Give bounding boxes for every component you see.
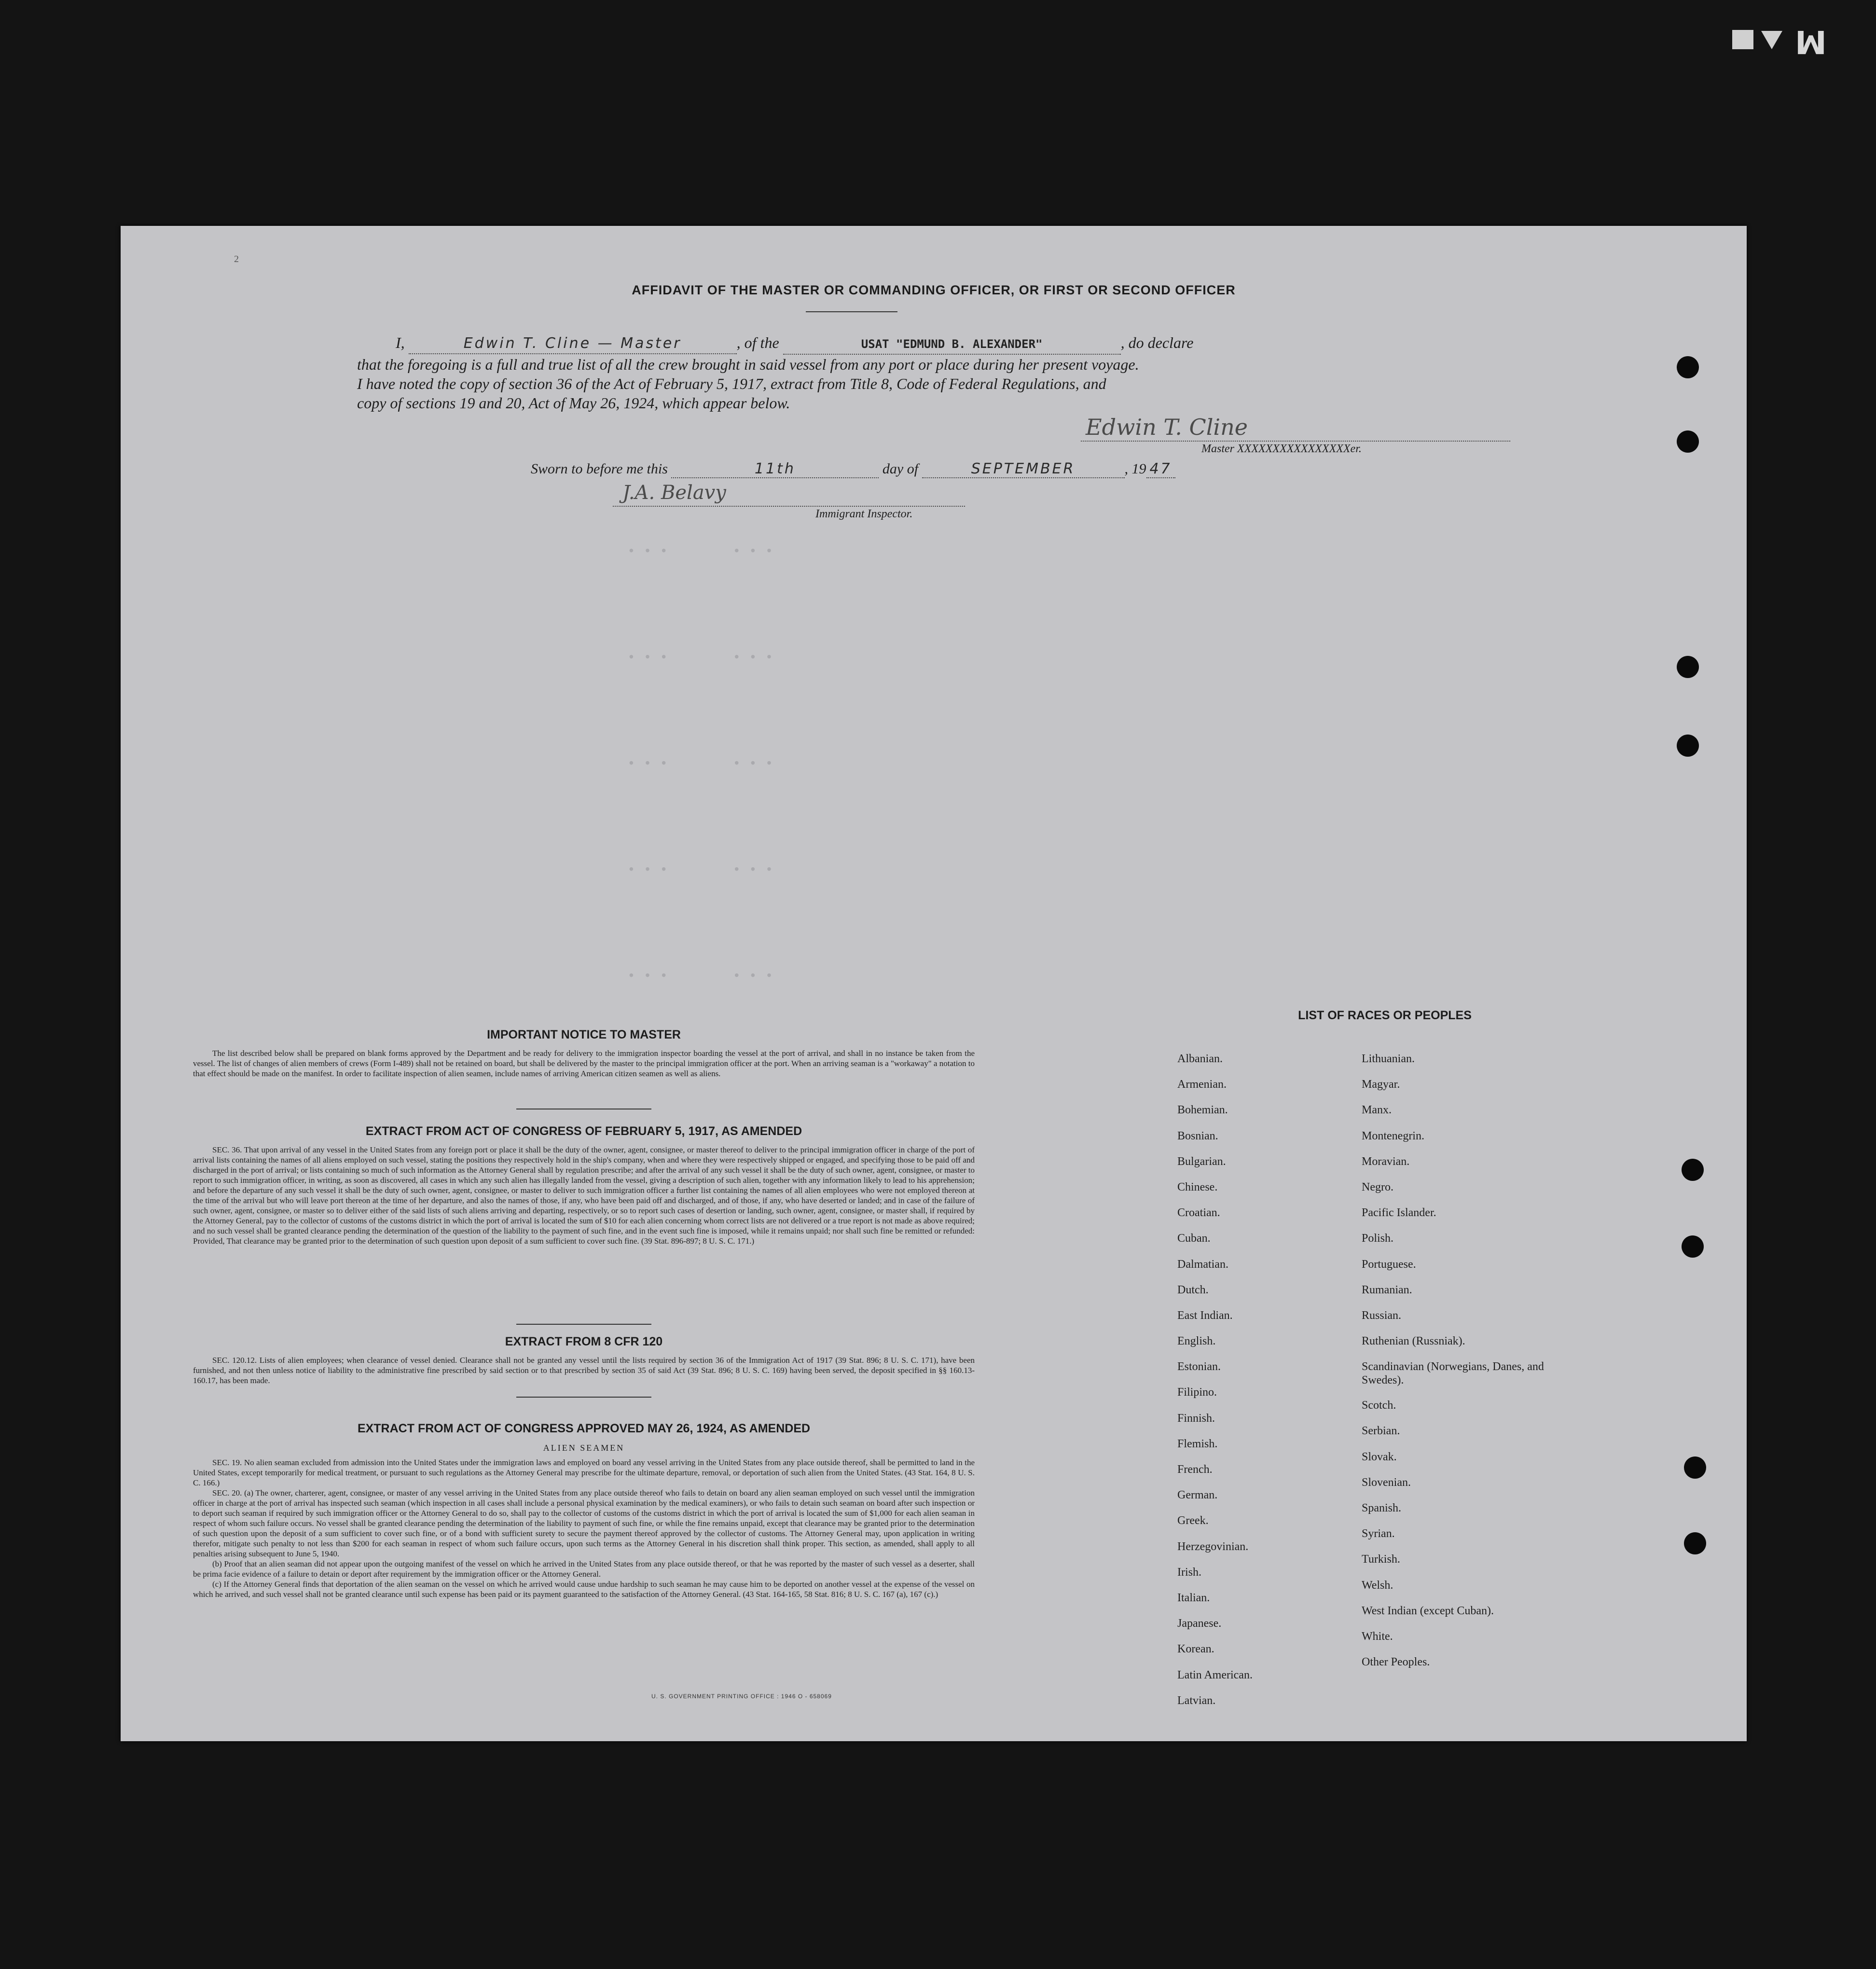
race-item: Other Peoples. (1362, 1656, 1430, 1669)
race-item: Moravian. (1362, 1155, 1410, 1168)
extract-1917-text: SEC. 36. That upon arrival of any vessel in the United States from any foreign port or place it shall be the duty of the owner, agent, consignee, or master thereof to deliver to the principal immigration officer in charge of the port of arrival lists containing the names of all aliens employed on such vessel, stating the positions they respectively hold in the ship's company, when and where they were respectively shipped or engaged, and specifying those to be paid off and discharged in the port of arrival; or lists containing so much of such information as the Attorney General shall by regulation prescribe; and after the arrival of any such vessel it shall be the duty of such owner, agent, consignee, or master to report to such immigration officer, in writing, as soon as discovered, all cases in which any such alien has illegally landed from the vessel, giving a description of such alien, together with any information likely to lead to his apprehension; and before the departure of any such vessel it shall be the duty of such owner, agent, consignee, or master to deliver to such immigration officer a further list containing the names of all alien employees who were not employed thereon at the time of the arrival but who will leave port thereon at the time of her departure, and also the names of those, if any, who have been paid off and discharged, and of those, if any, who have deserted or landed; and in case of the failure of such owner, agent, consignee, or master so to deliver either of the said lists of such aliens arriving and departing, respectively, or so to report such cases of desertion or landing, such owner, agent, consignee, or master shall, if required by the Attorney General, pay to the collector of customs of the customs district in which the port of arrival is located the sum of $10 for each alien concerning whom correct lists are not delivered or a true report is not made as above required; and no such vessel shall be granted clearance pending the determination of the question of the liability to the payment of such fine, and in the event such fine is imposed, while it remains unpaid; nor shall such fine be remitted or refunded: Provided, That clearance may be granted prior to the determination of such question upon deposit of a sum sufficient to cover such fine. (39 Stat. 896-897; 8 U. S. C. 171.) (193, 1145, 975, 1246)
race-item: Serbian. (1362, 1425, 1400, 1438)
declaration-line-3: I have noted the copy of section 36 of the Act of February 5, 1917, extract from Title 8, Code of Federal Regulations, and (357, 375, 1106, 392)
extract-1924-text: SEC. 19. No alien seaman excluded from admission into the United States under the immigration laws and employed on board any vessel arriving in the United States from any place outside thereof, shall be permitted to land in the United States, except temporarily for medical treatment, or pursuant to such regulations as the Attorney General may prescribe for the ultimate departure, removal, or deportation of such alien from the United States. (43 Stat. 164, 8 U. S. C. 166.) SEC. 20. (a) The owner, charterer, agent, consignee, or master of any vessel arriving in the United States from any place outside thereof who fails to detain on board any alien seaman employed on such vessel until the immigration officer in charge at the port of arrival has inspected such seaman (which inspection in all cases shall include a personal physical examination by the medical examiners), or who fails to detain such seaman on board after such inspection or to deport such seaman if required by such immigration officer or the Attorney General to do so, shall pay to the collector of customs of the customs district in which the port of arrival is located the sum of $1,000 for each alien seaman in respect of whom such failure occurs. No vessel shall be granted clearance pending the determination of the liability to payment of such fine, or while the fine remains unpaid, except that clearance may be granted prior to the determination of such question upon the deposit of a sum sufficient to cover such fine, or of a bond with sufficient surety to secure the payment thereof approved by the collector of customs. The Attorney General may, upon application in writing therefor, mitigate such penalty to not less than $200 for each seaman in respect of whom such failure occurs, upon such terms as the Attorney General in his discretion shall think proper. This section, as amended, shall apply to all penalties arising subsequent to June 5, 1940. (b) Proof that an alien seaman did not appear upon the outgoing manifest of the vessel on which he arrived in the United States from any place outside thereof, or that he was reported by the master of such vessel as a deserter, shall be prima facie evidence of a failure to detain or deport after requirement by the immigration officer or the Attorney General. (c) If the Attorney General finds that deportation of the alien seaman on the vessel on which he arrived would cause undue hardship to such seaman he may cause him to be deported on another vessel at the expense of the vessel on which he arrived, and such vessel shall not be granted clearance until such expense has been paid or its payment guaranteed to the satisfaction of the Attorney General. (43 Stat. 164-165, 58 Stat. 816; 8 U. S. C. 167 (a), 167 (c).) (193, 1458, 975, 1599)
race-item: Turkish. (1362, 1553, 1400, 1566)
race-item: Portuguese. (1362, 1258, 1416, 1271)
race-item: West Indian (except Cuban). (1362, 1604, 1494, 1617)
race-item: Spanish. (1362, 1502, 1402, 1514)
race-item: Armenian. (1177, 1078, 1227, 1091)
document-sheet: • • • • • • • • • • • • • • • • • • • • • • • • • • • • • • 2 AFFIDAVIT OF THE MASTER OR COMMANDING OFFICER, OR FIRST OR SECOND OFFICER I, Edwin T. Cline — Master , of the USAT "EDMUND B. ALEXANDER" , do declare that the foregoing is a full and true list of all the crew brought in said vessel from any port or place during her present voyage. I have noted the copy of section 36 of the Act of February 5, 1917, extract from Title 8, Code of Federal Regulations, and copy of sections 19 and 20, Act of May 26, 1924, which appear below. Edwin T. Cline Master XXXXXXXXXXXXXXXXer. Sworn to before me this 11th day of SEPTEMBER , 19 47 J.A. Belavy Immigrant Inspector. IMPORTANT NOTICE TO MASTER The list described below shall be prepared on blank forms approved by the Department and be ready for delivery to the immigration inspector boarding the vessel at the port of arrival, and shall in no instance be taken from the vessel. The list of changes of alien members of crews (Form I-489) shall not be retained on board, but shall be delivered by the master to the principal immigration officer at the port. When an arriving seaman is a "workaway" a notation to that effect should be made on the manifest. In order to facilitate inspection of alien seamen, include names of arriving American citizen seamen as well as aliens. EXTRACT FROM ACT OF CONGRESS OF FEBRUARY 5, 1917, AS AMENDED SEC. 36. That upon arrival of any vessel in the United States from any foreign port or place it shall be the duty of the owner, agent, consignee, or master thereof to deliver to the principal immigration officer in charge of the port of arrival lists containing the names of all aliens employed on such vessel, stating the positions they respectively hold in the ship's company, when and where they were respectively shipped or engaged, and specifying those to be paid off and discharged in the port of arrival; or lists containing so much of such information as the Attorney General shall by regulation prescribe; and after the arrival of any such vessel it shall be the duty of such owner, agent, consignee, or master to report to such immigration officer, in writing, as soon as discovered, all cases in which any such alien has illegally landed from the vessel, giving a description of such alien, together with any information likely to lead to his apprehension; and before the departure of any such vessel it shall be the duty of such owner, agent, consignee, or master to deliver to such immigration officer a further list containing the names of all alien employees who were not employed thereon at the time of the arrival but who will leave port thereon at the time of her departure, and also the names of those, if any, who have been paid off and discharged, and of those, if any, who have deserted or landed; and in case of the failure of such owner, agent, consignee, or master so to deliver either of the said lists of such aliens arriving and departing, respectively, or so to report such cases of desertion or landing, such owner, agent, consignee, or master shall, if required by the Attorney General, pay to the collector of customs of the customs district in which the port of arrival is located the sum of $10 for each alien concerning whom correct lists are not delivered or a true report is not made as above required; and no such vessel shall be granted clearance pending the determination of the question of the liability to the payment of such fine, and in the event such fine is imposed, while it remains unpaid; nor shall such fine be remitted or refunded: Provided, That clearance may be granted prior to the determination of such question upon deposit of a sum sufficient to cover such fine. (39 Stat. 896-897; 8 U. S. C. 171.) EXTRACT FROM 8 CFR 120 SEC. 120.12. Lists of alien employees; when clearance of vessel denied. Clearance shall not be granted any vessel until the lists required by section 36 of the Immigration Act of 1917 (39 Stat. 896; 8 U. S. C. 171), have been furnished, and not then unless notice of liability to the administrative fine prescribed by said section or to that prescribed by section 35 of said Act (39 Stat. 896; 8 U. S. C. 169) having been served, the deposit specified in §§ 160.13-160.17, has been made. EXTRACT FROM ACT OF CONGRESS APPROVED MAY 26, 1924, AS AMENDED ALIEN SEAMEN SEC. 19. No alien seaman excluded from admission into the United States under the immigration laws and employed on board any vessel arriving in the United States from any place outside thereof, shall be permitted to land in the United States, except temporarily for medical treatment, or pursuant to such regulations as the Attorney General may prescribe for the ultimate departure, removal, or deportation of such alien from the United States. (43 Stat. 164, 8 U. S. C. 166.) SEC. 20. (a) The owner, charterer, agent, consignee, or master of any vessel arriving in the United States from any place outside thereof who fails to detain on board any alien seaman employed on such vessel until the immigration officer in charge at the port of arrival has inspected such seaman (which inspection in all cases shall include a personal physical examination by the medical examiners), or who fails to detain such seaman on board after such inspection or to deport such seaman if required by such immigration officer or the Attorney General to do so, shall pay to the collector of customs of the customs district in which the port of arrival is located the sum of $1,000 for each alien seaman in respect of whom such failure occurs. No vessel shall be granted clearance pending the determination of the liability to payment of such fine, or while the fine remains unpaid, except that clearance may be granted prior to the determination of such question upon the deposit of a sum sufficient to cover such fine, or of a bond with sufficient surety to secure the payment thereof approved by the collector of customs. The Attorney General may, upon application in writing therefor, mitigate such penalty to not less than $200 for each seaman in respect of whom such failure occurs, upon such terms as the Attorney General in his discretion shall think proper. This section, as amended, shall apply to all penalties arising subsequent to June 5, 1940. (b) Proof that an alien seaman did not appear upon the outgoing manifest of the vessel on which he arrived in the United States from any place outside thereof, or that he was reported by the master of such vessel as a deserter, shall be prima facie evidence of a failure to detain or deport after requirement by the immigration officer or the Attorney General. (c) If the Attorney General finds that deportation of the alien seaman on the vessel on which he arrived would cause undue hardship to such seaman he may cause him to be deported on another vessel at the expense of the vessel on which he arrived, and such vessel shall not be granted clearance until such expense has been paid or its payment guaranteed to the satisfaction of the Attorney General. (43 Stat. 164-165, 58 Stat. 816; 8 U. S. C. 167 (a), 167 (c).) U. S. GOVERNMENT PRINTING OFFICE : 1946 O - 658069 LIST OF RACES OR PEOPLES Albanian. Armenian. Bohemian. Bosnian. Bulgarian. Chinese. Croatian. Cuban. Dalmatian. Dutch. East Indian. English. Estonian. Filipino. Finnish. Flemish. French. German. Greek. Herzegovinian. Irish. Italian. Japanese. Korean. Latin American. Latvian. Lithuanian. Magyar. Manx. Montenegrin. Moravian. Negro. Pacific Islander. Polish. Portuguese. Rumanian. Russian. Ruthenian (Russniak). Scandinavian (Norwegians, Danes, and Swedes). Scotch. Serbian. Slovak. Slovenian. Spanish. Syrian. Turkish. Welsh. West Indian (except Cuban). White. Other Peoples. (121, 226, 1747, 1741)
affidavit-title: AFFIDAVIT OF THE MASTER OR COMMANDING OFFICER, OR FIRST OR SECOND OFFICER (632, 283, 1236, 297)
race-item: Filipino. (1177, 1386, 1217, 1399)
race-item: Latvian. (1177, 1694, 1216, 1707)
race-item: Bosnian. (1177, 1129, 1218, 1142)
race-item: Korean. (1177, 1643, 1214, 1656)
race-item: Italian. (1177, 1591, 1210, 1604)
race-item: Russian. (1362, 1309, 1402, 1322)
vessel-name-field: USAT "EDMUND B. ALEXANDER" (783, 334, 1121, 355)
alien-seamen-subtitle: ALIEN SEAMEN (543, 1443, 625, 1453)
races-column-2 (1362, 1052, 1699, 1681)
race-item: Scandinavian (Norwegians, Danes, and Swedes). (1362, 1360, 1544, 1387)
race-item: German. (1177, 1489, 1218, 1502)
race-item: Bohemian. (1177, 1104, 1228, 1117)
race-item: White. (1362, 1630, 1393, 1643)
race-item: Welsh. (1362, 1579, 1393, 1592)
film-letter-mark: M (1795, 23, 1827, 60)
race-item: Slovak. (1362, 1450, 1397, 1463)
race-item: Irish. (1177, 1566, 1201, 1579)
race-item: East Indian. (1177, 1309, 1233, 1322)
master-signature: Edwin T. Cline (1086, 414, 1248, 440)
race-item: Dalmatian. (1177, 1258, 1228, 1271)
race-item: Manx. (1362, 1104, 1392, 1117)
race-item: Lithuanian. (1362, 1053, 1415, 1065)
race-item: Montenegrin. (1362, 1129, 1424, 1142)
race-item: Cuban. (1177, 1232, 1211, 1245)
race-item: English. (1177, 1335, 1216, 1348)
race-item: Negro. (1362, 1180, 1393, 1193)
extract-cfr-title: EXTRACT FROM 8 CFR 120 (505, 1335, 663, 1348)
film-triangle-mark (1761, 31, 1782, 49)
race-item: Croatian. (1177, 1206, 1220, 1220)
inspector-signature: J.A. Belavy (622, 482, 726, 504)
sworn-statement: Sworn to before me this 11th day of SEPTEMBER , 19 47 (531, 460, 1175, 478)
race-item: Magyar. (1362, 1078, 1400, 1091)
race-item: Polish. (1362, 1232, 1394, 1245)
race-item: Chinese. (1177, 1180, 1218, 1193)
notice-title: IMPORTANT NOTICE TO MASTER (487, 1028, 681, 1041)
race-item: Ruthenian (Russniak). (1362, 1335, 1465, 1348)
race-item: Estonian. (1177, 1360, 1221, 1373)
master-caption: Master XXXXXXXXXXXXXXXXer. (1201, 443, 1362, 455)
extract-1924-title: EXTRACT FROM ACT OF CONGRESS APPROVED MAY 26, 1924, AS AMENDED (357, 1422, 811, 1435)
race-item: Albanian. (1177, 1053, 1223, 1065)
notice-text: The list described below shall be prepared on blank forms approved by the Department and be ready for delivery to the immigration inspector boarding the vessel at the port of arrival, and shall in no instance be taken from the vessel. The list of changes of alien members of crews (Form I-489) shall not be retained on board, but shall be delivered by the master to the principal immigration officer at the port. When an arriving seaman is a "workaway" a notation to that effect should be made on the manifest. In order to facilitate inspection of alien seamen, include names of arriving American citizen seamen as well as aliens. (193, 1049, 975, 1078)
punch-hole (1677, 356, 1699, 378)
film-square-mark (1732, 30, 1753, 49)
race-item: Finnish. (1177, 1412, 1215, 1425)
race-item: French. (1177, 1463, 1213, 1476)
race-item: Latin American. (1177, 1668, 1253, 1681)
declaration-line-4: copy of sections 19 and 20, Act of May 26, 1924, which appear below. (357, 394, 790, 412)
race-item: Rumanian. (1362, 1283, 1412, 1296)
extract-cfr-text: SEC. 120.12. Lists of alien employees; when clearance of vessel denied. Clearance shall not be granted any vessel until the lists required by section 36 of the Immigration Act of 1917 (39 Stat. 896; 8 U. S. C. 171), have been furnished, and not then unless notice of liability to the administrative fine prescribed by said section or to that prescribed by section 35 of said Act (39 Stat. 896; 8 U. S. C. 169) having been served, the deposit specified in §§ 160.13-160.17, has been made. (193, 1356, 975, 1385)
race-item: Scotch. (1362, 1399, 1396, 1412)
race-item: Slovenian. (1362, 1476, 1411, 1489)
races-column-1 (1177, 1052, 1253, 1719)
punch-hole (1677, 656, 1699, 678)
printing-office-footer: U. S. GOVERNMENT PRINTING OFFICE : 1946 O - 658069 (651, 1693, 832, 1700)
inspector-caption: Immigrant Inspector. (815, 508, 913, 520)
race-item: Flemish. (1177, 1437, 1218, 1450)
master-name-field: Edwin T. Cline — Master (409, 334, 737, 354)
sworn-year-field: 47 (1146, 460, 1175, 478)
race-item: Dutch. (1177, 1283, 1209, 1296)
punch-hole (1677, 735, 1699, 757)
section-rule (516, 1324, 651, 1325)
sworn-day-field: 11th (671, 460, 879, 478)
punch-hole (1677, 430, 1699, 453)
race-item: Syrian. (1362, 1527, 1395, 1540)
extract-1917-title: EXTRACT FROM ACT OF CONGRESS OF FEBRUARY 5, 1917, AS AMENDED (365, 1124, 802, 1138)
inspector-signature-line (613, 506, 965, 507)
affidavit-declaration: I, Edwin T. Cline — Master , of the USAT "EDMUND B. ALEXANDER" , do declare that the foregoing is a full and true list of all the crew brought in said vessel from any port or place during her present voyage. I have noted the copy of section 36 of the Act of February 5, 1917, extract from Title 8, Code of Federal Regulations, and copy of sections 19 and 20, Act of May 26, 1924, which appear below. (357, 333, 1525, 413)
section-rule (516, 1397, 651, 1398)
declaration-line-2: that the foregoing is a full and true list of all the crew brought in said vessel from any port or place during her present voyage. (357, 356, 1139, 373)
page-number: 2 (234, 254, 239, 264)
race-item: Herzegovinian. (1177, 1540, 1249, 1553)
title-rule (806, 311, 897, 312)
race-item: Greek. (1177, 1514, 1209, 1527)
race-item: Pacific Islander. (1362, 1206, 1436, 1220)
race-item: Bulgarian. (1177, 1155, 1226, 1168)
sworn-month-field: SEPTEMBER (922, 460, 1125, 478)
races-title: LIST OF RACES OR PEOPLES (1298, 1009, 1472, 1022)
master-signature-line (1081, 441, 1510, 442)
race-item: Japanese. (1177, 1617, 1222, 1630)
